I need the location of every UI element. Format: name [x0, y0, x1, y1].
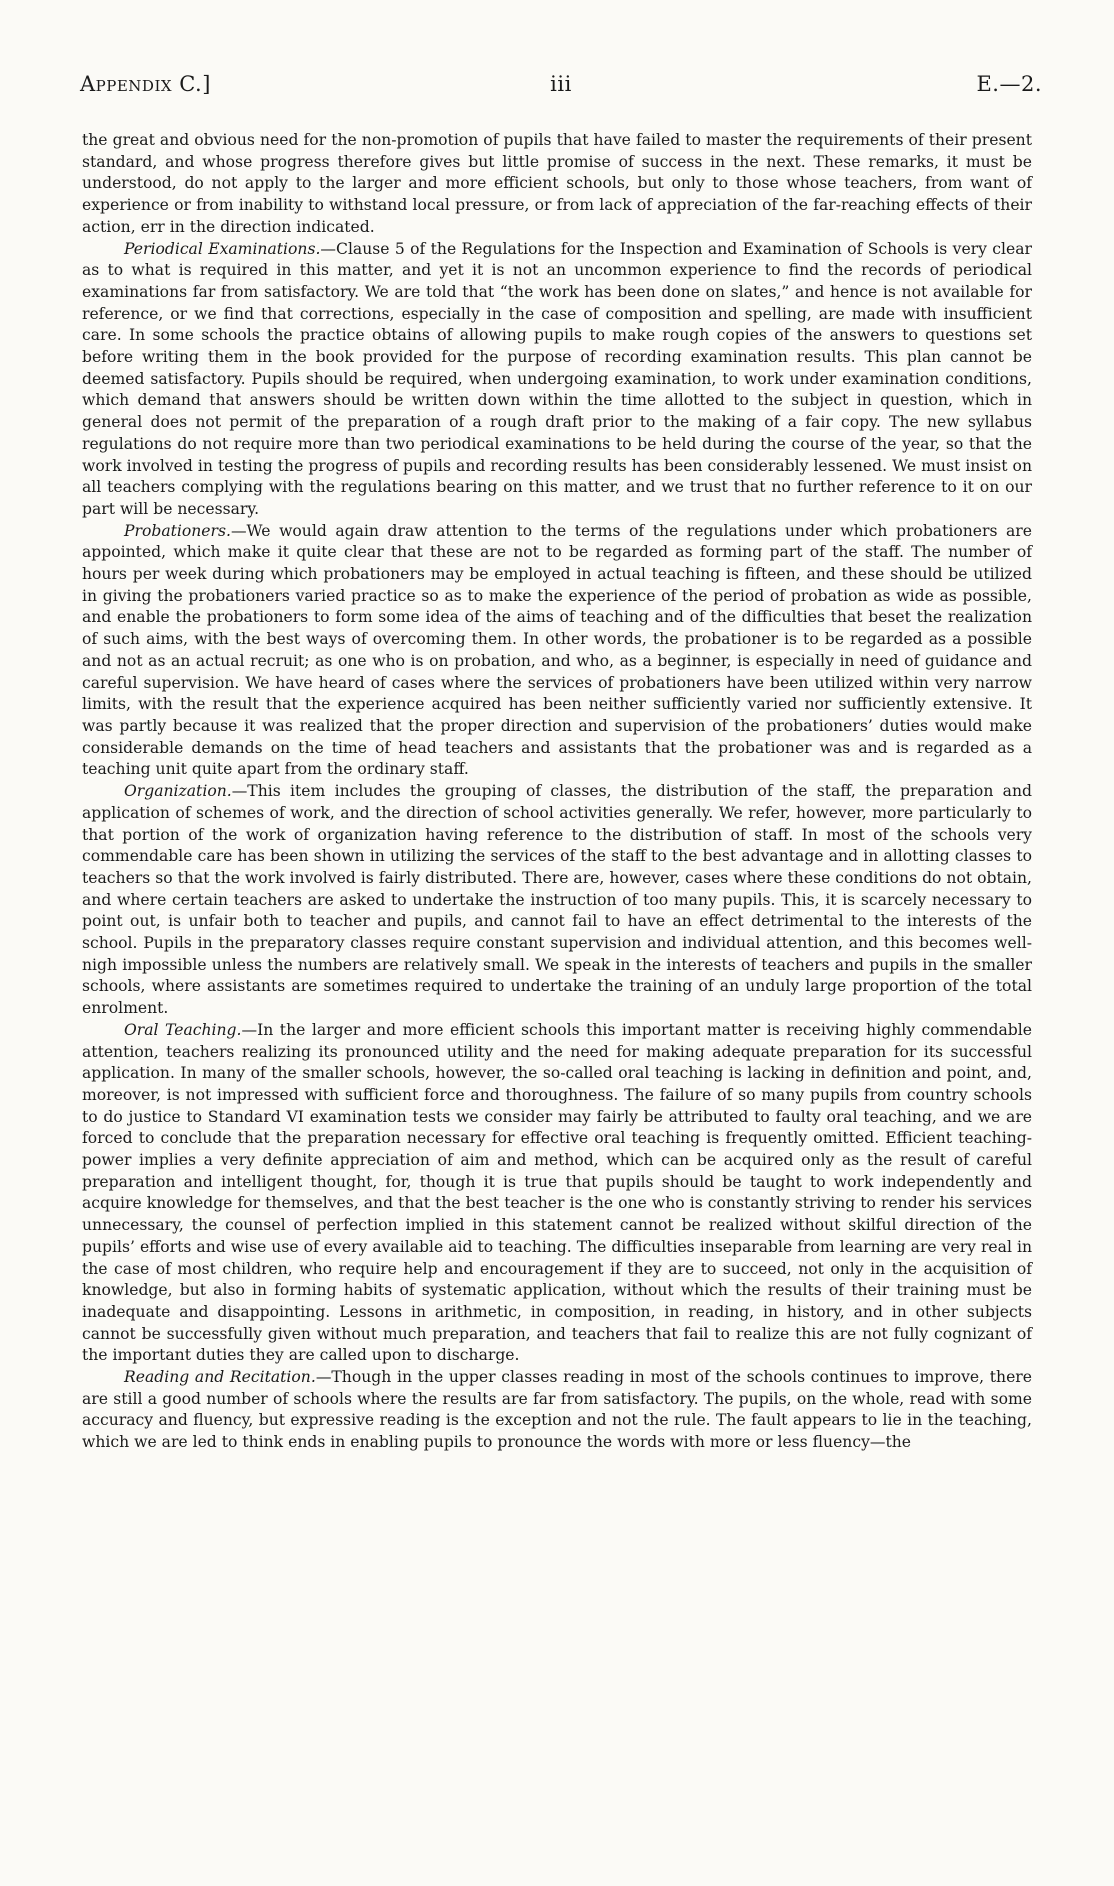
paragraph-periodical-examinations — [82, 239, 1032, 521]
appendix-label: Appendix C.] — [80, 72, 211, 96]
section-heading: Oral Teaching. — [124, 1020, 242, 1039]
paragraph-organization — [82, 781, 1032, 1020]
section-heading: Probationers. — [124, 521, 231, 540]
paragraph-text: —This item includes the grouping of classes, the distribution of the staff, the preparation and application of schemes of work, and the direction of school activities generally. We refer, however, more particularly to that portion of the work of organization having reference to the distribution of staff. In most of the schools very commendable care has been shown in utilizing the services of the staff to the best advantage and in allotting classes to teachers so that the work involved is fairly distributed. There are, however, cases where these conditions do not obtain, and where certain teachers are asked to undertake the instruction of too many pupils. This, it is scarcely necessary to point out, is unfair both to teacher and pupils, and cannot fail to have an effect detrimental to the interests of the school. Pupils in the preparatory classes require constant supervision and individual attention, and this becomes well-nigh impossible unless the numbers are relatively small. We speak in the interests of teachers and pupils in the smaller schools, where assistants are sometimes required to undertake the training of an unduly large proportion of the total enrolment. — [82, 782, 1032, 1018]
paragraph-oral-teaching — [82, 1020, 1032, 1367]
page-number: iii — [550, 72, 572, 96]
document-reference: E.—2. — [976, 72, 1042, 96]
paragraph-text: —In the larger and more efficient schools this important matter is receiving highly commendable attention, teachers realizing its pronounced utility and the need for making adequate preparation for its successful application. In many of the smaller schools, however, the so-called oral teaching is lacking in definition and point, and, moreover, is not impressed with sufficient force and thoroughness. The failure of so many pupils from country schools to do justice to Standard VI examination tests we consider may fairly be attributed to faulty oral teaching, and we are forced to conclude that the preparation necessary for effective oral teaching is frequently omitted. Efficient teaching-power implies a very definite appreciation of aim and method, which can be acquired only as the result of careful preparation and intelligent thought, for, though it is true that pupils should be taught to work independently and acquire knowledge for themselves, and that the best teacher is the one who is constantly striving to render his services unnecessary, the counsel of perfection implied in this statement cannot be realized without skilful direction of the pupils’ efforts and wise use of every available aid to teaching. The difficulties inseparable from learning are very real in the case of most children, who require help and encouragement if they are to succeed, not only in the acquisition of knowledge, but also in forming habits of systematic application, without which the results of their training must be inadequate and disappointing. Lessons in arithmetic, in composition, in reading, in history, and in other subjects cannot be successfully given without much preparation, and teachers that fail to realize this are not fully cognizant of the important duties they are called upon to discharge. — [82, 1020, 1032, 1365]
paragraph-reading-and-recitation — [82, 1367, 1032, 1454]
paragraph-text: the great and obvious need for the non-promotion of pupils that have failed to master the requirements of their present standard, and whose progress therefore gives but little promise of success in the next. These remarks, it must be understood, do not apply to the larger and more efficient schools, but only to those whose teachers, from want of experience or from inability to withstand local pressure, or from lack of appreciation of the far-reaching effects of their action, err in the direction indicated. — [82, 131, 1032, 236]
paragraph-probationers — [82, 521, 1032, 781]
section-heading: Reading and Recitation. — [124, 1368, 316, 1387]
paragraph-text: —We would again draw attention to the terms of the regulations under which probationers are appointed, which make it quite clear that these are not to be regarded as forming part of the staff. The number of hours per week during which probationers may be employed in actual teaching is fifteen, and these should be utilized in giving the probationers varied practice so as to make the experience of the period of probation as wide as possible, and enable the probationers to form some idea of the aims of teaching and of the difficulties that beset the realization of such aims, with the best ways of overcoming them. In other words, the probationer is to be regarded as a possible and not as an actual recruit; as one who is on probation, and who, as a beginner, is especially in need of guidance and careful supervision. We have heard of cases where the services of probationers have been utilized within very narrow limits, with the result that the experience acquired has been neither sufficiently varied nor sufficiently extensive. It was partly because it was realized that the proper direction and supervision of the probationers’ duties would make considerable demands on the time of head teachers and assistants that the probationer was and is regarded as a teaching unit quite apart from the ordinary staff. — [82, 521, 1032, 779]
paragraph-text: —Though in the upper classes reading in most of the schools continues to improve, there are still a good number of schools where the results are far from satisfactory. The pupils, on the whole, read with some accuracy and fluency, but expressive reading is the exception and not the rule. The fault appears to lie in the teaching, which we are led to think ends in enabling pupils to pronounce the words with more or less fluency—the — [82, 1368, 1032, 1452]
body-text — [82, 130, 1032, 1454]
section-heading: Periodical Examinations. — [124, 239, 321, 258]
page-header — [80, 72, 1042, 106]
paragraph-text: —Clause 5 of the Regulations for the Inspection and Examination of Schools is very clear as to what is required in this matter, and yet it is not an uncommon experience to find the records of periodical examinations far from satisfactory. We are told that “the work has been done on slates,” and hence is not available for reference, or we find that corrections, especially in the case of composition and spelling, are made with insufficient care. In some schools the practice obtains of allowing pupils to make rough copies of the answers to questions set before writing them in the book provided for the purpose of recording examination results. This plan cannot be deemed satisfactory. Pupils should be required, when undergoing examination, to work under examination conditions, which demand that answers should be written down within the time allotted to the subject in question, which in general does not permit of the preparation of a rough draft prior to the making of a fair copy. The new syllabus regulations do not require more than two periodical examinations to be held during the course of the year, so that the work involved in testing the progress of pupils and recording results has been considerably lessened. We must insist on all teachers complying with the regulations bearing on this matter, and we trust that no further reference to it on our part will be necessary. — [82, 239, 1032, 518]
paragraph-continuation — [82, 130, 1032, 239]
section-heading: Organization. — [124, 782, 232, 801]
